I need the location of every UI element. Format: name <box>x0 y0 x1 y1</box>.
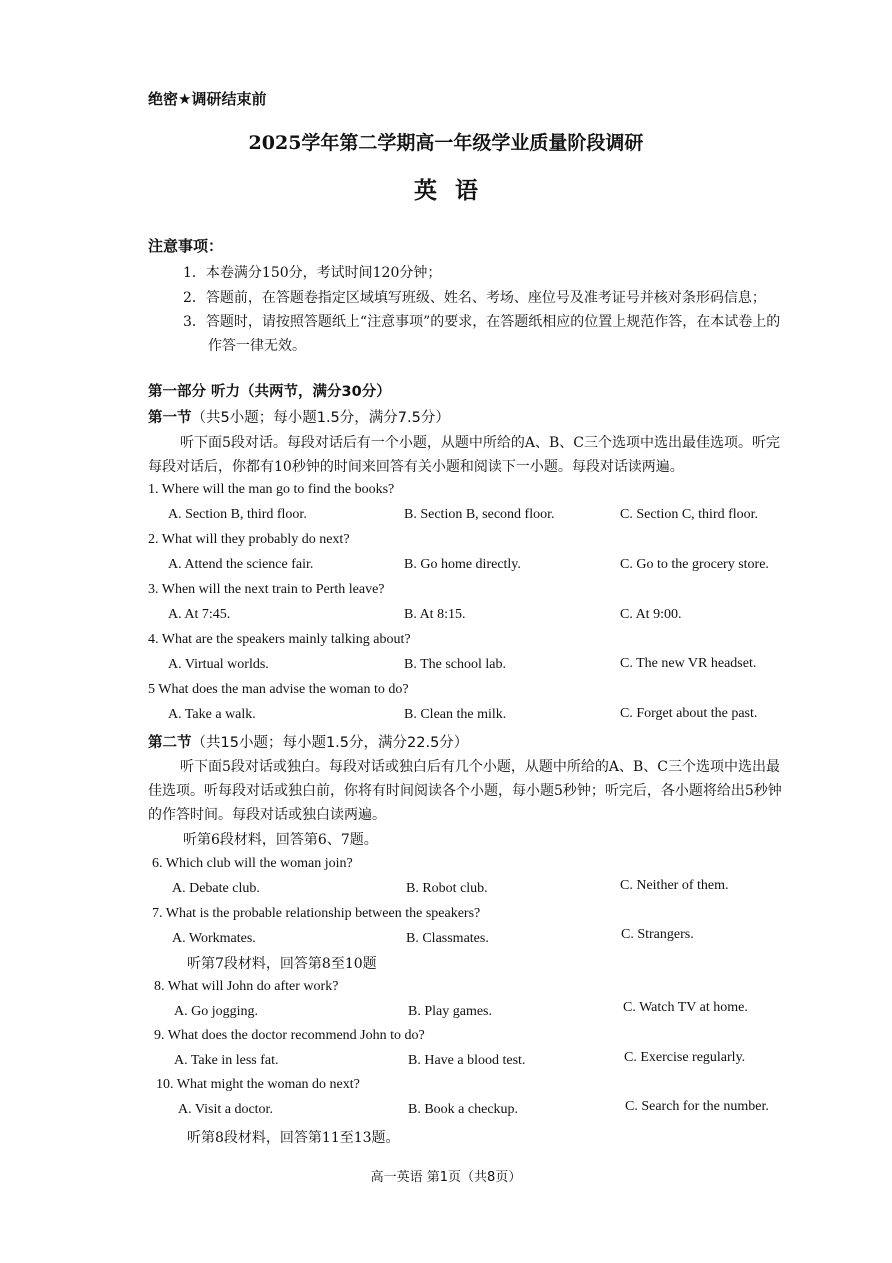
notice-item: 3．答题时，请按照答题纸上“注意事项”的要求，在答题纸相应的位置上规范作答，在本试卷上的 <box>183 314 781 330</box>
question-stem: 1. Where will the man go to find the books? <box>148 482 395 497</box>
question-stem: 2. What will they probably do next? <box>148 532 350 547</box>
listen-note: 听第6段材料，回答第6、7题。 <box>183 832 378 848</box>
option-a: A. Take a walk. <box>168 707 256 722</box>
question-stem: 4. What are the speakers mainly talking about? <box>148 632 411 647</box>
notice-item-continued: 作答一律无效。 <box>208 338 306 354</box>
question-stem: 10. What might the woman do next? <box>156 1077 360 1092</box>
option-a: A. Take in less fat. <box>174 1053 279 1068</box>
option-a: A. Visit a doctor. <box>178 1102 273 1117</box>
listen-note: 听第7段材料，回答第8至10题 <box>187 956 377 972</box>
question-stem: 8. What will John do after work? <box>154 979 339 994</box>
section1-info: （共5小题；每小题1.5分，满分7.5分） <box>191 410 450 426</box>
option-c: C. Neither of them. <box>620 878 729 893</box>
notice-item: 1．本卷满分150分，考试时间120分钟； <box>183 265 442 281</box>
option-b: B. Go home directly. <box>404 557 521 572</box>
option-a: A. Debate club. <box>172 881 260 896</box>
section1-instructions: 每段对话后，你都有10秒钟的时间来回答有关小题和阅读下一小题。每段对话读两遍。 <box>148 459 684 475</box>
option-b: B. Book a checkup. <box>408 1102 519 1117</box>
option-c: C. At 9:00. <box>620 607 682 622</box>
option-a: A. Attend the science fair. <box>168 557 314 572</box>
question-stem: 5 What does the man advise the woman to do? <box>148 682 409 697</box>
question-stem: 9. What does the doctor recommend John to do? <box>154 1028 425 1043</box>
section2-info: （共15小题；每小题1.5分，满分22.5分） <box>191 735 469 751</box>
section2-title <box>148 731 468 752</box>
option-b: B. Clean the milk. <box>404 707 507 722</box>
option-a: A. At 7:45. <box>168 607 231 622</box>
option-b: B. Play games. <box>408 1004 492 1019</box>
option-c: C. Forget about the past. <box>620 706 758 721</box>
option-c: C. Section C, third floor. <box>620 507 759 522</box>
option-b: B. Have a blood test. <box>408 1053 526 1068</box>
option-a: A. Go jogging. <box>174 1004 258 1019</box>
question-stem: 6. Which club will the woman join? <box>152 856 353 871</box>
option-c: C. Go to the grocery store. <box>620 557 769 572</box>
notice-item: 2．答题前，在答题卷指定区域填写班级、姓名、考场、座位号及准考证号并核对条形码信息； <box>183 290 766 306</box>
option-b: B. At 8:15. <box>404 607 466 622</box>
option-b: B. Section B, second floor. <box>404 507 555 522</box>
section2-instructions: 的作答时间。每段对话或独白读两遍。 <box>148 807 386 823</box>
section1-title <box>148 406 450 427</box>
section2-label: 第二节 <box>148 735 192 751</box>
option-b: B. The school lab. <box>404 657 507 672</box>
option-a: A. Virtual worlds. <box>168 657 269 672</box>
exam-title: 2025学年第二学期高一年级学业质量阶段调研 <box>248 132 644 154</box>
question-stem: 3. When will the next train to Perth leave? <box>148 582 385 597</box>
option-c: C. Strangers. <box>621 927 694 942</box>
option-b: B. Classmates. <box>406 931 489 946</box>
option-a: A. Section B, third floor. <box>168 507 307 522</box>
option-c: C. Watch TV at home. <box>623 1000 748 1015</box>
notice-heading: 注意事项： <box>148 237 224 255</box>
section2-instructions: 听下面5段对话或独白。每段对话或独白后有几个小题，从题中所给的A、B、C三个选项中选出最 <box>180 759 781 775</box>
option-c: C. Exercise regularly. <box>624 1050 746 1065</box>
option-c: C. The new VR headset. <box>620 656 757 671</box>
confidential-label: 绝密★调研结束前 <box>148 90 267 108</box>
part1-title: 第一部分 听力（共两节，满分30分） <box>148 384 391 400</box>
option-a: A. Workmates. <box>172 931 256 946</box>
option-c: C. Search for the number. <box>625 1099 769 1114</box>
page-footer: 高一英语 第1页（共8页） <box>370 1170 522 1185</box>
subject-title: 英语 <box>414 177 496 204</box>
section1-instructions: 听下面5段对话。每段对话后有一个小题，从题中所给的A、B、C三个选项中选出最佳选项。听完 <box>180 435 781 451</box>
section2-instructions: 佳选项。听每段对话或独白前，你将有时间阅读各个小题，每小题5秒钟；听完后，各小题将给出5秒钟 <box>148 783 782 799</box>
section1-label: 第一节 <box>148 410 192 426</box>
question-stem: 7. What is the probable relationship between the speakers? <box>152 906 481 921</box>
option-b: B. Robot club. <box>406 881 488 896</box>
listen-note: 听第8段材料，回答第11至13题。 <box>187 1130 400 1146</box>
